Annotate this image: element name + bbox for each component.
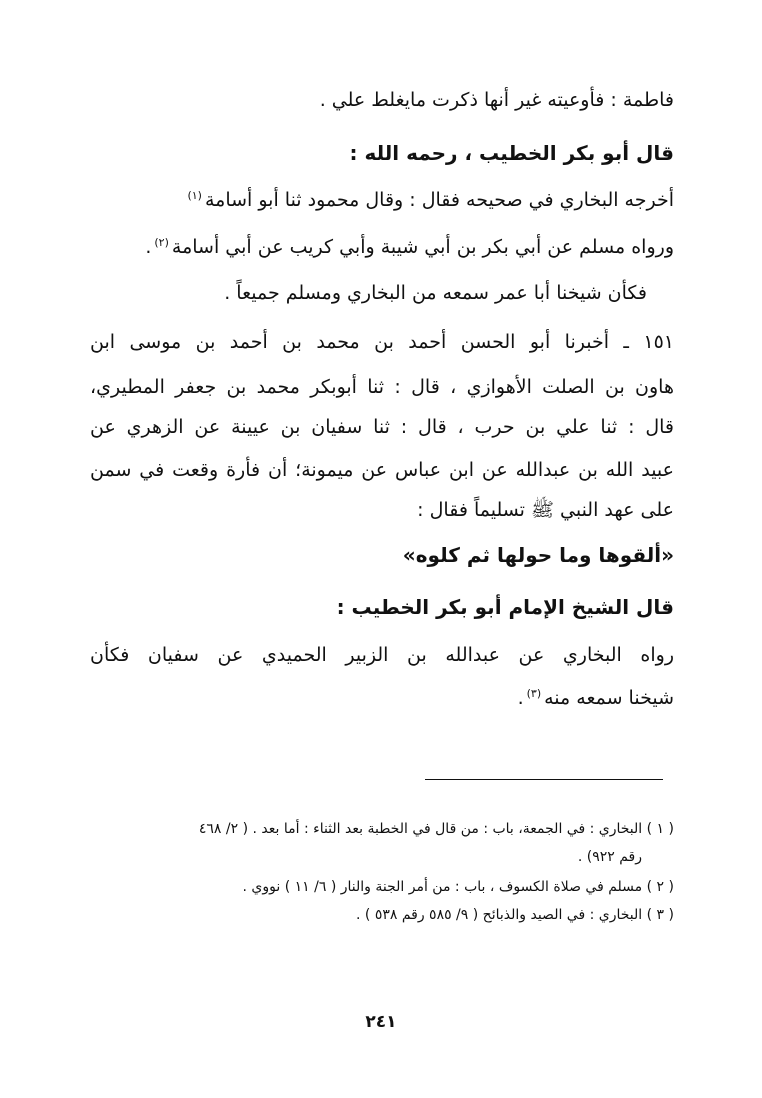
text-l03: أخرجه البخاري في صحيحه فقال : وقال محمود ثنا أبو أسامة	[204, 189, 674, 211]
footnote-1-cont-text: رقم ٩٢٢) .	[577, 849, 642, 865]
footnote-1	[199, 818, 674, 840]
text-l06: ١٥١ ـ أخبرنا أبو الحسن أحمد بن محمد بن أحمد بن موسى ابن	[90, 331, 674, 353]
text-l14-end: .	[517, 687, 524, 709]
footnote-ref-3: (٣)	[526, 686, 542, 700]
text-l13: رواه البخاري عن عبدالله بن الزبير الحميدي عن سفيان فكأن	[90, 644, 674, 666]
section-heading-1	[349, 138, 674, 168]
text-line-3	[184, 185, 674, 215]
text-line-7	[90, 372, 674, 402]
text-l01: فاطمة : فأوعيته غير أنها ذكرت مايغلط علي .	[319, 89, 674, 111]
text-l11: «ألقوها وما حولها ثم كلوه»	[402, 543, 674, 567]
footnote-1-cont	[578, 846, 642, 868]
footnote-ref-2: (٢)	[154, 235, 169, 249]
footnote-ref-1: (١)	[187, 188, 202, 202]
footnote-3	[356, 904, 674, 926]
text-line-1	[320, 85, 674, 115]
footnote-divider	[425, 779, 663, 780]
text-line-14	[518, 683, 674, 713]
text-l05: فكأن شيخنا أبا عمر سمعه من البخاري ومسلم جميعاً .	[224, 282, 647, 304]
text-line-8	[90, 412, 674, 442]
text-l09: عبيد الله بن عبدالله عن ابن عباس عن ميمونة؛ أن فأرة وقعت في سمن	[90, 459, 674, 481]
text-line-6	[90, 327, 674, 357]
footnote-2-text: ( ٢ ) مسلم في صلاة الكسوف ، باب : من أمر الجنة والنار ( ٦/ ١١ ) نووي .	[242, 879, 674, 895]
text-l14: شيخنا سمعه منه	[544, 687, 674, 709]
heading-l02: قال أبو بكر الخطيب ، رحمه الله :	[349, 141, 674, 165]
text-line-9	[90, 455, 674, 485]
hadith-quote	[403, 540, 674, 570]
text-line-10	[417, 495, 674, 525]
heading-l12: قال الشيخ الإمام أبو بكر الخطيب :	[336, 595, 674, 619]
text-line-4	[145, 232, 674, 262]
text-l04: ورواه مسلم عن أبي بكر بن أبي شيبة وأبي كريب عن أبي أسامة	[171, 236, 674, 258]
page-number: ٢٤١	[365, 1012, 397, 1032]
footnote-2	[243, 876, 675, 898]
text-l04-end: .	[145, 236, 152, 258]
text-line-5	[224, 278, 647, 308]
text-line-13	[90, 640, 674, 670]
section-heading-2	[337, 592, 674, 622]
text-l10: على عهد النبي ﷺ تسليماً فقال :	[417, 499, 674, 521]
text-l07: هاون بن الصلت الأهوازي ، قال : ثنا أبوبكر محمد بن جعفر المطيري،	[90, 376, 674, 398]
footnote-3-text: ( ٣ ) البخاري : في الصيد والذبائح ( ٩/ ٥٨٥ رقم ٥٣٨ ) .	[356, 907, 674, 923]
footnote-1-text: ( ١ ) البخاري : في الجمعة، باب : من قال في الخطبة بعد الثناء : أما بعد . ( ٢/ ٤٦٨	[198, 821, 674, 837]
text-l08: قال : ثنا علي بن حرب ، قال : ثنا سفيان بن عيينة عن الزهري عن	[90, 416, 674, 438]
